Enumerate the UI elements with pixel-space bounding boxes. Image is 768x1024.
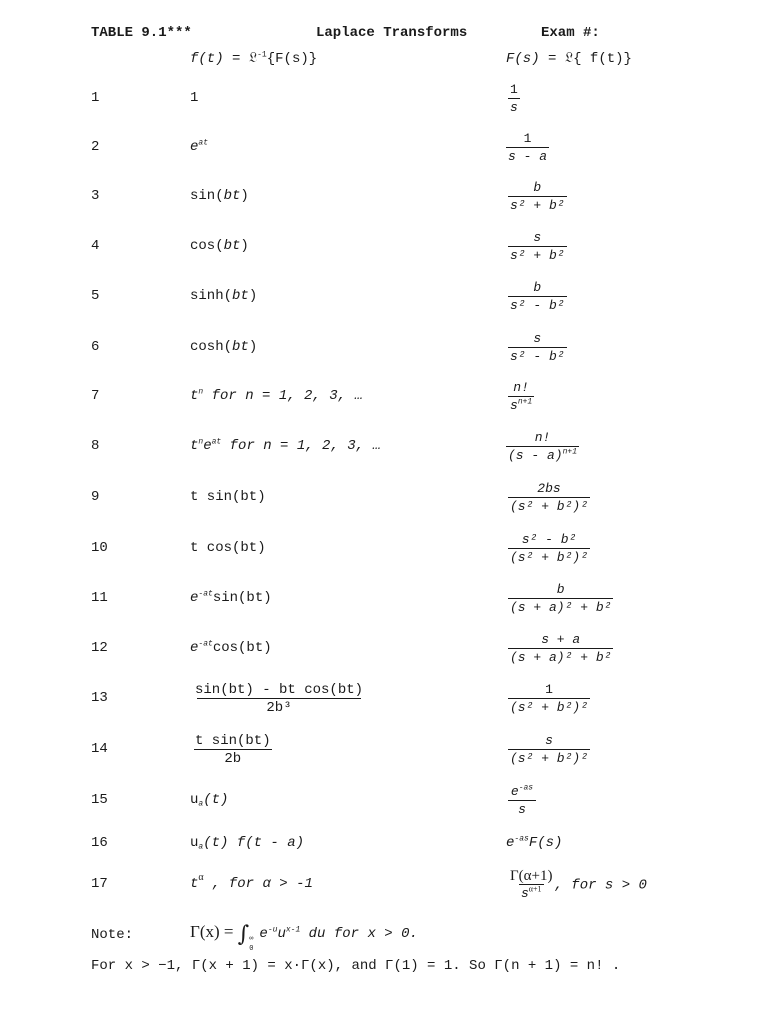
row-number: 2 (91, 139, 100, 155)
ft-prefix: f(t) = (190, 51, 249, 67)
fs-3: $\frac{b}{\text{s² + b²}}$ (510, 180, 565, 213)
gamma-definition: Γ(x) = ∫ ∞ 0 $e^{-u}u^{x-1}$ du for x > 0. (190, 922, 418, 953)
ft-17: $t^\alpha$ , for α > -1 (190, 872, 313, 892)
ft-3: sin(bt) (190, 188, 249, 204)
ft-16: $u_a(t)$ f(t - a) (190, 835, 305, 852)
ft-1: 1 (190, 90, 199, 106)
ft-9: t sin(bt) (190, 489, 266, 505)
ft-2: $e^{at}$ (190, 138, 209, 155)
exam-number-label: Exam #: (541, 25, 600, 41)
integral-sign: ∫ (237, 922, 250, 947)
fs-9: $\frac{2bs}{\text{(s² + b²)²}}$ (510, 481, 589, 514)
fs-14: $\frac{s}{\text{(s² + b²)²}}$ (510, 733, 589, 766)
row-number: 7 (91, 388, 100, 404)
fs-5: $\frac{b}{\text{s² - b²}}$ (510, 280, 565, 313)
fs-4: $\frac{s}{\text{s² + b²}}$ (510, 230, 565, 263)
fs-arg: { f(t)} (573, 51, 632, 67)
ft-arg: {F(s)} (266, 51, 318, 67)
ft-15: $u_a(t)$ (190, 792, 229, 809)
fs-11: $\frac{b}{\text{(s + a)² + b²}}$ (510, 582, 612, 615)
fs-10: $\frac{\text{s² - b²}}{\text{(s² + b²)²}}$ (510, 532, 589, 565)
laplace-symbol: 𝔏 (564, 51, 574, 66)
laplace-symbol: 𝔏 (248, 51, 258, 66)
fs-8: $\frac{n!}{(s - a)^{n+1}}$ (508, 430, 578, 463)
ft-7: $t^n$ for n = 1, 2, 3, … (190, 387, 363, 404)
fs-7: $\frac{n!}{s^{n+1}}$ (510, 380, 533, 413)
row-number: 1 (91, 90, 100, 106)
row-number: 10 (91, 540, 108, 556)
ft-13: $\frac{\text{sin(bt) - bt cos(bt)}}{\text{2b³}}$ (195, 682, 364, 716)
fs-prefix: F(s) = (506, 51, 565, 67)
fs-12: $\frac{s + a}{\text{(s + a)² + b²}}$ (510, 632, 612, 665)
row-number: 13 (91, 690, 108, 706)
ft-11: $e^{-at}\sin(bt)$ (190, 589, 272, 606)
fs-17: $\frac{\Gamma(\alpha+1)}{s^{\alpha+1}}$ , for s > 0 (510, 868, 647, 901)
page-title: Laplace Transforms (316, 25, 468, 41)
fs-6: $\frac{s}{\text{s² - b²}}$ (510, 331, 565, 364)
ft-12: $e^{-at}\cos(bt)$ (190, 639, 272, 656)
ft-4: cos(bt) (190, 238, 249, 254)
note-label: Note: (91, 927, 134, 943)
row-number: 11 (91, 590, 108, 606)
ft-6: cosh(bt) (190, 339, 258, 355)
row-number: 9 (91, 489, 100, 505)
row-number: 15 (91, 792, 108, 808)
row-number: 12 (91, 640, 108, 656)
fs-2: $\frac{1}{s - a}$ (508, 131, 548, 164)
row-number: 3 (91, 188, 100, 204)
column-header-ft (190, 51, 317, 67)
column-header-fs (506, 51, 632, 67)
table-id: TABLE 9.1*** (91, 25, 192, 41)
ft-5: sinh(bt) (190, 288, 258, 304)
fs-16: $e^{-as}F(s)$ (506, 834, 563, 851)
row-number: 6 (91, 339, 100, 355)
fs-13: $\frac{1}{\text{(s² + b²)²}}$ (510, 682, 589, 715)
row-number: 16 (91, 835, 108, 851)
ft-14: $\frac{\text{t sin(bt)}}{2b}$ (195, 733, 271, 767)
row-number: 8 (91, 438, 100, 454)
ft-10: t cos(bt) (190, 540, 266, 556)
row-number: 17 (91, 876, 108, 892)
ft-8: $t^ne^{at}$ for n = 1, 2, 3, … (190, 437, 381, 454)
fs-1: $\frac{1}{s}$ (510, 82, 518, 115)
row-number: 5 (91, 288, 100, 304)
row-number: 14 (91, 741, 108, 757)
gamma-recurrence-note: For x > −1, Γ(x + 1) = x·Γ(x), and Γ(1) = 1. So Γ(n + 1) = n! . (91, 958, 621, 974)
fs-15: $\frac{e^{-as}}{s}$ (508, 784, 536, 818)
inverse-exponent: -1 (257, 50, 267, 60)
row-number: 4 (91, 238, 100, 254)
